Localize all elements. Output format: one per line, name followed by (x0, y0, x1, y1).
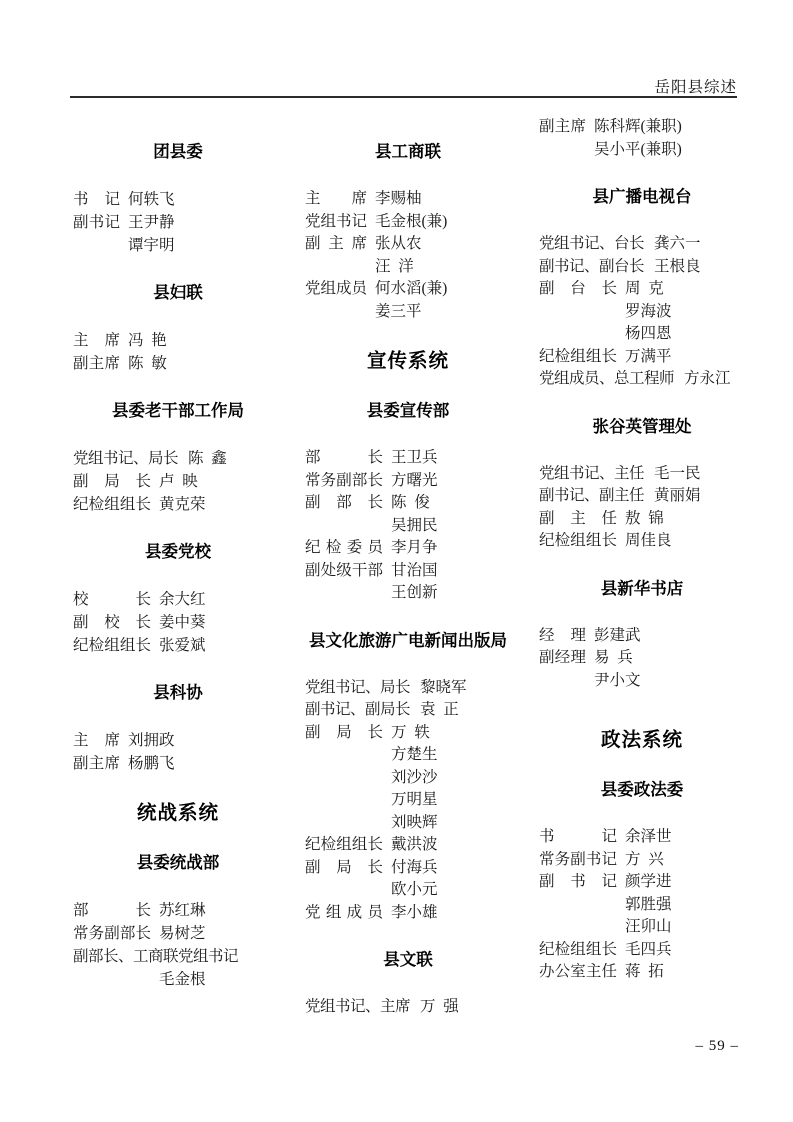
entry-role: 纪检组组长 (73, 637, 151, 654)
header-rule (70, 96, 737, 98)
entry-role: 纪检组组长 (305, 836, 383, 853)
entry-row (73, 234, 283, 257)
org-heading: 县妇联 (153, 284, 203, 302)
entry-row (539, 346, 745, 369)
entry-name: 蒋 拓 (625, 963, 664, 980)
entry-name: 王创新 (391, 584, 438, 601)
entry-name: 苏红琳 (159, 902, 206, 919)
entry-row (305, 470, 511, 493)
entry-role: 主席 (73, 732, 120, 749)
entry-name: 毛四兵 (625, 940, 672, 958)
entry-row (305, 789, 511, 812)
entry-row (73, 945, 283, 968)
entry-role: 常务副部长 (305, 471, 383, 489)
entry-row (539, 368, 745, 391)
entry-name: 周佳良 (625, 532, 672, 549)
entry-name: 戴洪波 (391, 836, 438, 853)
system-heading: 宣传系统 (366, 351, 449, 372)
entry-row (73, 968, 283, 991)
entry-row (305, 699, 511, 722)
entry-role (539, 301, 617, 324)
entry-role (305, 582, 383, 605)
entry-role: 党组成员 (305, 903, 383, 921)
entry-row (539, 625, 745, 648)
entries-block (73, 188, 283, 257)
entry-name: 方曙光 (391, 471, 438, 489)
entry-role: 党组书记、台长 (539, 235, 645, 252)
entry-role: 党组书记、局长 (73, 450, 179, 467)
entry-role (305, 789, 383, 812)
entry-role: 经理 (539, 626, 586, 644)
entry-role (539, 139, 586, 162)
entries-block (73, 329, 283, 375)
entry-name: 颜学进 (625, 873, 672, 890)
entry-row (539, 301, 745, 324)
org-heading: 县工商联 (375, 143, 441, 161)
org-heading: 县科协 (153, 684, 203, 702)
entry-name: 万 轶 (391, 723, 430, 741)
entry-row (73, 729, 283, 752)
entry-role (305, 256, 367, 279)
org-heading: 团县委 (153, 143, 203, 161)
entries-block (539, 233, 745, 391)
entry-row (539, 530, 745, 553)
entry-role: 副台长 (539, 280, 617, 297)
entry-role: 纪检组组长 (73, 496, 151, 513)
entry-role: 副主席 (305, 235, 367, 252)
entry-name: 万 强 (420, 998, 459, 1015)
entry-role: 副书记、副台长 (539, 257, 645, 275)
entry-name: 陈科辉(兼职) (594, 118, 682, 135)
entry-role: 主席 (73, 332, 120, 349)
entry-role: 副局长 (305, 858, 383, 876)
entry-row (539, 485, 745, 508)
entry-role: 纪检组组长 (539, 347, 617, 365)
entry-name: 张从农 (375, 235, 422, 252)
entry-name: 何水滔(兼) (375, 280, 448, 297)
entry-name: 王尹静 (128, 214, 175, 231)
entry-row (305, 537, 511, 560)
entry-role (73, 968, 151, 991)
entry-role: 党组成员 (305, 280, 368, 297)
entry-name: 郭胜强 (625, 895, 672, 913)
entry-role: 副主席 (73, 355, 120, 372)
entry-name: 易树芝 (159, 925, 206, 942)
entry-role: 书记 (73, 191, 120, 208)
entry-name: 彭建武 (594, 626, 641, 644)
entry-row (305, 744, 511, 767)
entry-name: 付海兵 (391, 858, 438, 876)
entry-row (539, 139, 745, 162)
entry-role: 部长 (305, 449, 383, 466)
entry-name: 袁 正 (420, 701, 459, 718)
entry-role: 副主席 (73, 755, 120, 772)
entry-name: 陈 俊 (391, 494, 430, 511)
entry-role: 常务副书记 (539, 850, 617, 868)
entry-row (305, 515, 511, 538)
entry-role: 纪检组组长 (539, 940, 617, 958)
entry-role: 副主任 (539, 509, 617, 527)
entries-block (539, 826, 745, 984)
entry-role (539, 323, 617, 346)
entry-row (305, 301, 511, 324)
entries-block (539, 116, 745, 161)
entries-block (539, 463, 745, 553)
entry-role: 纪检组组长 (539, 532, 617, 549)
entry-name: 刘沙沙 (391, 768, 438, 786)
entry-name: 龚六一 (654, 235, 701, 252)
entry-row (539, 916, 745, 939)
entry-name: 王根良 (654, 257, 701, 275)
entries-block (305, 188, 511, 323)
entry-row (539, 647, 745, 670)
entry-role: 副局长 (305, 723, 383, 741)
entry-row (73, 899, 283, 922)
entry-role: 副书记、副主任 (539, 487, 645, 504)
entry-name: 谭宇明 (128, 237, 175, 254)
entry-row (539, 849, 745, 872)
entry-role: 副处级干部 (305, 561, 383, 579)
org-heading: 县委宣传部 (366, 402, 450, 420)
org-heading: 县广播电视台 (592, 188, 692, 206)
entry-row (305, 902, 511, 925)
entry-row (73, 493, 283, 516)
entry-role (305, 879, 383, 902)
entry-name: 敖 锦 (625, 509, 664, 527)
org-heading: 县委统战部 (136, 854, 220, 872)
org-heading: 县新华书店 (600, 579, 684, 598)
entry-row (539, 670, 745, 693)
entry-row (305, 677, 511, 700)
entry-role: 副书记、副局长 (305, 701, 411, 718)
entry-name: 吴小平(兼职) (594, 140, 682, 158)
entry-row (539, 256, 745, 279)
entry-role: 主席 (305, 190, 367, 207)
column-1 (73, 105, 283, 991)
entry-name: 李赐柚 (375, 190, 422, 207)
entry-role: 副书记 (73, 214, 120, 231)
entry-row (539, 278, 745, 301)
entry-name: 毛一民 (654, 464, 701, 482)
page-header-text: 岳阳县综述 (654, 79, 737, 96)
entry-role: 常务副部长 (73, 925, 151, 942)
entry-row (539, 463, 745, 486)
entry-name: 毛金根 (159, 971, 206, 988)
entry-name: 杨鹏飞 (128, 755, 175, 772)
entry-name: 张爱斌 (159, 637, 206, 654)
entry-row (73, 447, 283, 470)
column-2 (305, 105, 511, 1019)
entry-name: 方永江 (684, 370, 731, 387)
entry-role (539, 894, 617, 917)
entry-name: 黄丽娟 (654, 487, 701, 504)
page-number: – 59 – (695, 1038, 739, 1054)
entry-role: 书记 (539, 828, 617, 845)
entries-block (305, 996, 511, 1019)
entry-name: 吴拥民 (391, 516, 438, 534)
entry-name: 陈 鑫 (188, 450, 227, 467)
entry-row (73, 588, 283, 611)
entry-name: 余泽世 (625, 828, 672, 845)
entries-block (73, 588, 283, 657)
entry-name: 余大红 (159, 591, 206, 608)
entry-name: 姜中葵 (159, 614, 206, 631)
entry-role: 纪检委员 (305, 539, 383, 556)
column-3 (539, 116, 745, 984)
entry-row (73, 922, 283, 945)
entry-row (73, 352, 283, 375)
entry-name: 万明星 (391, 791, 438, 808)
entry-name: 刘映辉 (391, 813, 438, 831)
entry-role: 副书记 (539, 873, 617, 890)
entry-row (305, 879, 511, 902)
entry-row (539, 939, 745, 962)
org-heading: 县文化旅游广电新闻出版局 (309, 631, 507, 650)
entry-row (305, 996, 511, 1019)
org-heading: 县委政法委 (600, 781, 684, 799)
entry-row (539, 871, 745, 894)
entry-name: 周 克 (625, 280, 664, 297)
entry-row (305, 211, 511, 234)
entry-name: 王卫兵 (391, 449, 438, 466)
entry-name: 毛金根(兼) (375, 212, 448, 230)
entry-role (73, 234, 120, 257)
org-heading: 县委老干部工作局 (112, 402, 244, 420)
entry-name: 冯 艳 (128, 332, 167, 349)
entry-name: 黎晓军 (420, 678, 467, 696)
entry-role: 副部长 (305, 494, 383, 511)
entry-role (305, 515, 383, 538)
entry-row (305, 233, 511, 256)
entry-row (305, 812, 511, 835)
entry-row (73, 470, 283, 493)
entry-row (73, 211, 283, 234)
entry-name: 刘拥政 (128, 732, 175, 749)
entry-name: 方楚生 (391, 746, 438, 763)
entry-row (73, 188, 283, 211)
entry-row (73, 329, 283, 352)
org-heading: 张谷英管理处 (592, 417, 692, 436)
entry-role: 党组成员、总工程师 (539, 370, 675, 387)
entry-row (73, 752, 283, 775)
entries-block (539, 625, 745, 693)
entry-role: 副主席 (539, 118, 586, 135)
entry-role: 副局长 (73, 473, 151, 490)
entry-row (305, 834, 511, 857)
system-heading: 统战系统 (136, 803, 219, 824)
entry-row (305, 767, 511, 790)
entry-row (539, 894, 745, 917)
entries-block (305, 447, 511, 605)
entry-row (539, 961, 745, 984)
org-heading: 县委党校 (145, 543, 211, 561)
entry-row (73, 611, 283, 634)
entry-name: 姜三平 (375, 302, 422, 320)
entry-role (305, 812, 383, 835)
entry-role: 副部长、工商联党组书记 (73, 948, 239, 965)
entry-row (539, 826, 745, 849)
entry-row (305, 447, 511, 470)
entry-row (305, 560, 511, 583)
entry-role: 办公室主任 (539, 963, 617, 980)
entry-role (305, 301, 367, 324)
entry-name: 李月争 (391, 539, 438, 556)
entry-role: 党组书记、局长 (305, 678, 411, 696)
entry-role: 校长 (73, 591, 151, 608)
entry-name: 汪卯山 (625, 918, 672, 935)
entry-row (539, 233, 745, 256)
entry-name: 罗海波 (625, 302, 672, 320)
entries-block (73, 899, 283, 991)
entry-name: 杨四恩 (625, 325, 672, 342)
entry-row (73, 634, 283, 657)
entries-block (73, 729, 283, 775)
entry-name: 陈 敏 (128, 355, 167, 372)
system-heading: 政法系统 (600, 730, 683, 751)
entry-row (539, 116, 745, 139)
entry-name: 卢 映 (159, 473, 198, 490)
entry-row (305, 722, 511, 745)
org-heading: 县文联 (383, 951, 433, 969)
entry-role: 副经理 (539, 649, 586, 666)
entry-role: 党组书记、主席 (305, 998, 411, 1015)
entry-row (305, 582, 511, 605)
entry-row (305, 278, 511, 301)
entry-role: 党组书记 (305, 212, 368, 230)
entry-name: 易 兵 (594, 649, 633, 666)
entry-name: 汪 洋 (375, 257, 414, 275)
entry-role (305, 767, 383, 790)
entry-role: 党组书记、主任 (539, 464, 645, 482)
entry-name: 欧小元 (391, 881, 438, 898)
entries-block (305, 677, 511, 925)
entry-row (305, 256, 511, 279)
entry-role (305, 744, 383, 767)
entry-role (539, 916, 617, 939)
entry-row (305, 492, 511, 515)
entry-role (539, 670, 586, 693)
entry-role: 副校长 (73, 614, 151, 631)
entry-role: 部长 (73, 902, 151, 919)
entry-name: 方 兴 (625, 850, 664, 868)
entry-name: 万满平 (625, 347, 672, 365)
entry-row (539, 323, 745, 346)
entry-name: 尹小文 (594, 671, 641, 689)
entries-block (73, 447, 283, 516)
entry-row (305, 857, 511, 880)
entry-name: 甘治国 (391, 561, 438, 579)
entry-name: 何轶飞 (128, 191, 175, 208)
entry-row (305, 188, 511, 211)
entry-name: 黄克荣 (159, 496, 206, 513)
entry-row (539, 508, 745, 531)
entry-name: 李小雄 (391, 903, 438, 921)
